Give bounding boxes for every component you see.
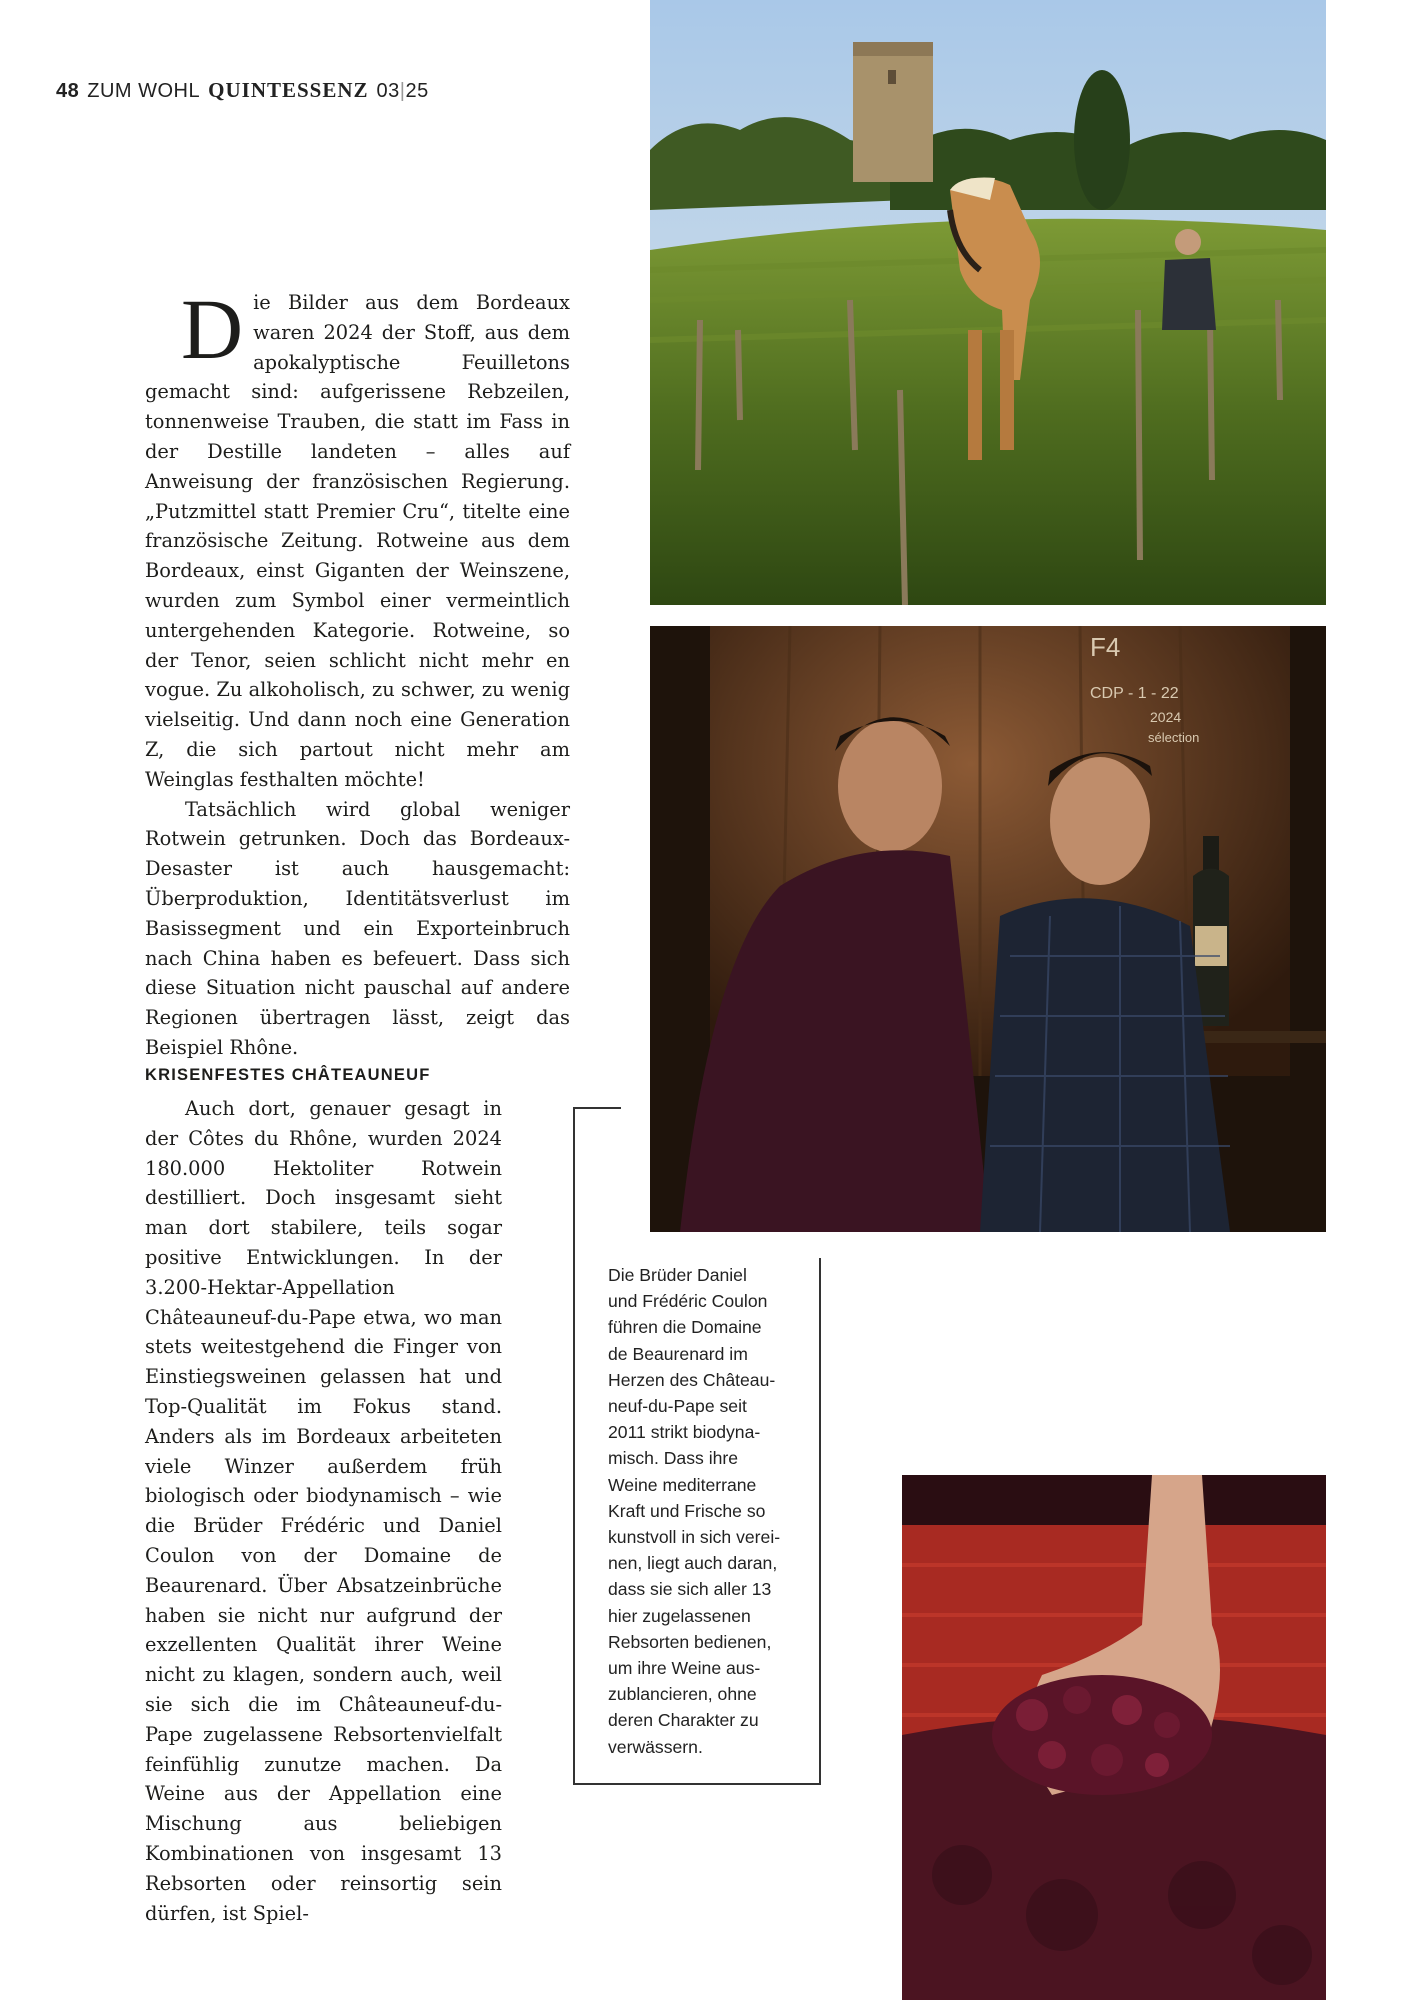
page-number: 48 xyxy=(56,80,80,102)
article-paragraph-3: Auch dort, genauer gesagt in der Côtes du Rhône, wurden 2024 180.000 Hektoliter Rotwein destilliert. Doch insgesamt sieht man dort stabilere, teils sogar positive Entwicklungen. In der 3.200-Hektar-Appellation Châteauneuf-du-Pape etwa, wo man stets weitestgehend die Finger von Einstiegsweinen gelassen hat und Top-Qualität im Fokus stand. Anders als im Bordeaux arbeiteten viele Winzer außerdem früh biologisch oder biodynamisch – wie die Brüder Frédéric und Daniel Coulon von der Domaine de Beaurenard. Über Absatzeinbrüche haben sie nicht nur aufgrund der exzellenten Qualität ihrer Weine nicht zu klagen, sondern auch, weil sie sich die im Châteauneuf-du-Pape zugelassene Rebsortenvielfalt feinfühlig zunutze machen. Da Weine aus der Appellation eine Mischung aus beliebigen Kombinationen von insgesamt 13 Rebsorten oder reinsortig sein dürfen, ist Spiel- xyxy=(145,1097,502,1925)
caption-frame-left xyxy=(573,1107,575,1785)
barrel-chalk-selection: sélection xyxy=(1148,730,1200,745)
issue-separator: | xyxy=(399,80,406,102)
photo-hand-grapes xyxy=(902,1475,1326,2000)
caption-line: führen die Domaine xyxy=(608,1317,762,1338)
caption-line: hier zugelassenen xyxy=(608,1605,751,1626)
caption-line: und Frédéric Coulon xyxy=(608,1291,768,1312)
caption-line: um ihre Weine aus- xyxy=(608,1658,761,1679)
caption-line: Die Brüder Daniel xyxy=(608,1265,747,1285)
article-column-1 xyxy=(145,281,570,1063)
barrel-marking: F4 xyxy=(1090,632,1121,662)
issue-month: 03 xyxy=(376,80,400,102)
article-paragraph-1 xyxy=(145,281,570,795)
castle-tower xyxy=(853,42,933,182)
caption-frame-right xyxy=(819,1258,821,1785)
grape-pile xyxy=(992,1675,1212,1795)
caption-line: Herzen des Château- xyxy=(608,1369,776,1390)
running-header xyxy=(56,78,429,103)
photo-caption xyxy=(608,1262,798,1760)
caption-line: dass sie sich aller 13 xyxy=(608,1579,772,1600)
caption-line: 2011 strikt biodyna- xyxy=(608,1422,761,1443)
caption-line: nen, liegt auch daran, xyxy=(608,1553,778,1574)
section-label: ZUM WOHL xyxy=(87,80,201,102)
caption-line: neuf-du-Pape seit xyxy=(608,1396,747,1417)
caption-line: Kraft und Frische so xyxy=(608,1500,766,1521)
caption-line: verwässern. xyxy=(608,1736,703,1757)
barrel-chalk-year: 2024 xyxy=(1150,709,1182,725)
caption-frame-top xyxy=(573,1107,621,1109)
caption-line: de Beaurenard im xyxy=(608,1343,748,1364)
photo-coulon-brothers xyxy=(650,626,1326,1232)
article-paragraph-2: Tatsächlich wird global weniger Rotwein getrunken. Doch das Bordeaux-Desaster ist auch hausgemacht: Überproduktion, Identitätsverlust im Basissegment und ein Exporteinbruch nach China haben es befeuert. Dass sich diese Situation nicht pauschal auf andere Regionen übertragen lässt, zeigt das Beispiel Rhône. xyxy=(145,797,570,1059)
caption-line: Rebsorten bedienen, xyxy=(608,1631,772,1652)
caption-line: kunstvoll in sich verei- xyxy=(608,1527,781,1548)
caption-line: Weine mediterrane xyxy=(608,1474,757,1495)
article-column-2 xyxy=(145,1094,502,1928)
subheading: KRISENFESTES CHÂTEAUNEUF xyxy=(145,1066,431,1084)
caption-line: deren Charakter zu xyxy=(608,1710,759,1731)
issue-year: 25 xyxy=(405,80,429,102)
barrel-chalk: CDP - 1 - 22 xyxy=(1090,685,1179,702)
drop-cap: D xyxy=(181,281,244,377)
paragraph-1-text: ie Bilder aus dem Bordeaux waren 2024 der Stoff, aus dem apokalyptische Feuilletons gemacht sind: aufgerissene Rebzeilen, tonnenweise Trauben, die statt im Fass in der Destille landeten – alles auf Anweisung der französischen Regierung. „Putzmittel statt Premier Cru“, titelte eine französische Zeitung. Rotweine aus dem Bordeaux, einst Giganten der Weinszene, wurden zum Symbol einer vermeintlich untergehenden Kategorie. Rotweine, so der Tenor, seien schlicht nicht mehr en vogue. Zu alkoholisch, zu schwer, zu wenig vielseitig. Und dann noch eine Generation Z, die sich partout nicht mehr am Weinglas festhalten möchte! xyxy=(145,291,570,791)
caption-line: zublancieren, ohne xyxy=(608,1684,757,1705)
caption-line: misch. Dass ihre xyxy=(608,1448,739,1469)
caption-frame-bottom xyxy=(573,1783,821,1785)
photo-vineyard-horse xyxy=(650,0,1326,605)
magazine-title: QUINTESSENZ xyxy=(208,78,369,102)
